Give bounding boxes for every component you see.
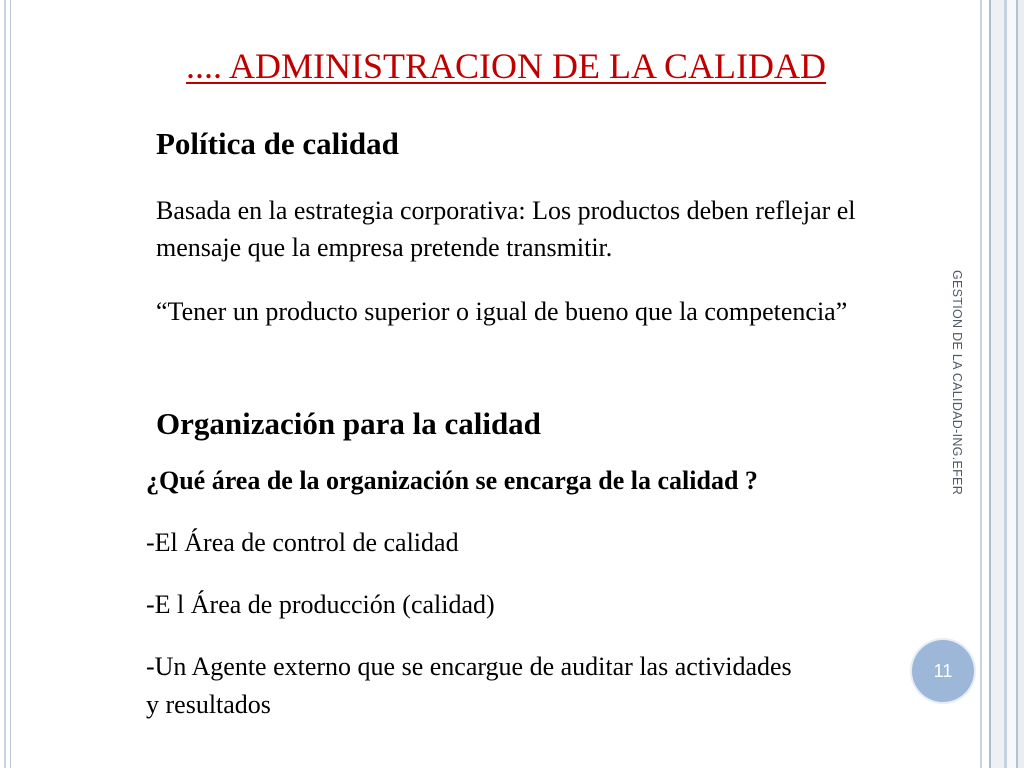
paragraph-estrategia: Basada en la estrategia corporativa: Los productos deben reflejar el mensaje que la empresa pretende transmitir. — [156, 196, 856, 262]
slide-title: .... ADMINISTRACION DE LA CALIDAD — [186, 46, 826, 86]
section-heading-organizacion: Organización para la calidad — [156, 406, 541, 441]
list-item: -E l Área de producción (calidad) — [146, 590, 495, 619]
section-heading-politica: Política de calidad — [156, 126, 399, 161]
right-band-decoration — [980, 0, 1024, 768]
list-item: -Un Agente externo que se encargue de auditar las actividades — [146, 652, 792, 681]
side-vertical-label: GESTION DE LA CALIDAD-ING.EFER — [950, 270, 964, 496]
paragraph-quote: “Tener un producto superior o igual de bueno que la competencia” — [156, 297, 848, 326]
left-border-decoration — [0, 0, 11, 768]
list-item-continuation: y resultados — [146, 690, 271, 719]
page-number: 11 — [933, 660, 953, 681]
page-number-badge — [912, 640, 974, 702]
question-text: ¿Qué área de la organización se encarga de la calidad ? — [146, 466, 758, 495]
list-item: -El Área de control de calidad — [146, 528, 459, 557]
